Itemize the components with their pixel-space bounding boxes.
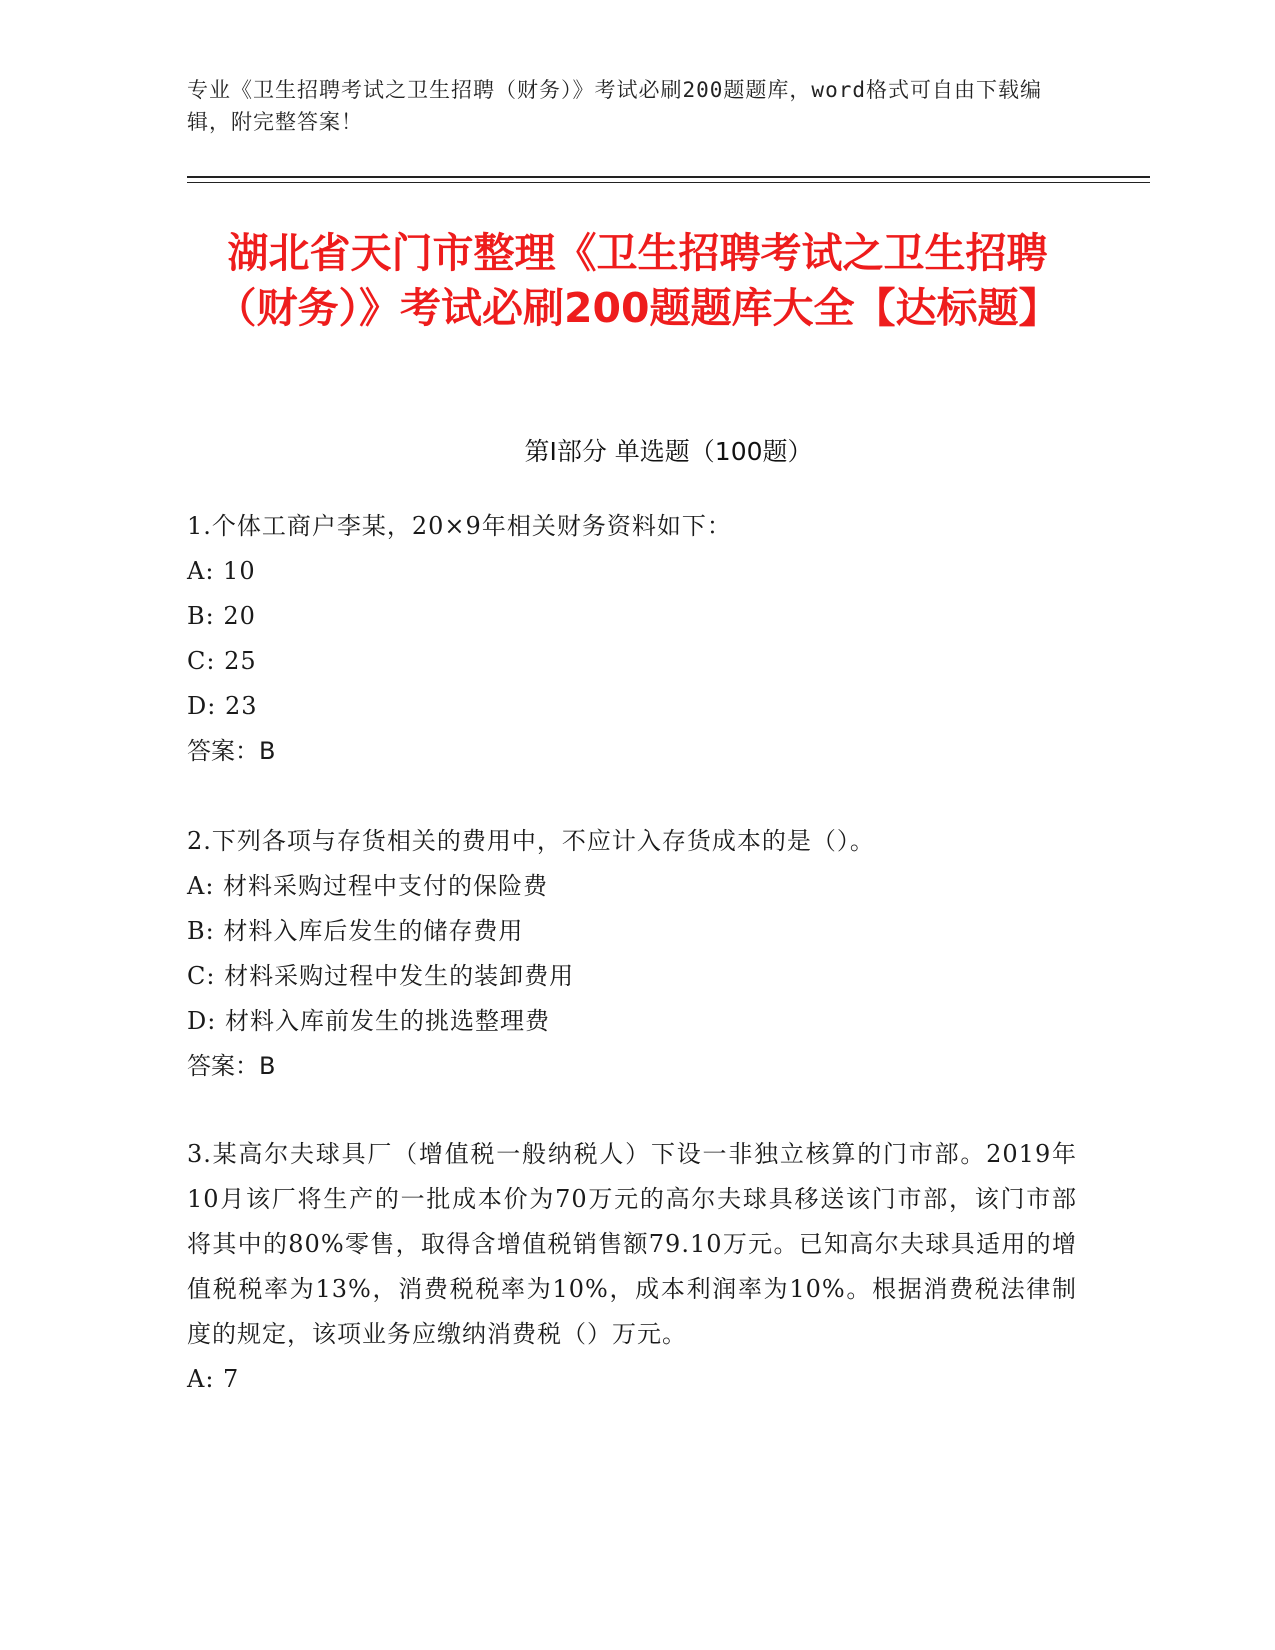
option-d: D: 材料入库前发生的挑选整理费 [187, 1007, 550, 1035]
option-c: C: 材料采购过程中发生的装卸费用 [187, 962, 575, 990]
question-stem: 3.某高尔夫球具厂（增值税一般纳税人）下设一非独立核算的门市部。2019年10月该厂将生产的一批成本价为70万元的高尔夫球具移送该门市部，该门市部将其中的80%零售，取得含增值税销售额79.10万元。已知高尔夫球具适用的增值税税率为13%，消费税税率为10%，成本利润率为10%。根据消费税法律制度的规定，该项业务应缴纳消费税（）万元。 [187, 1140, 1077, 1348]
header-rule-thick [187, 176, 1150, 178]
option-d: D: 23 [187, 692, 258, 720]
question-stem: 2.下列各项与存货相关的费用中，不应计入存货成本的是（）。 [187, 827, 875, 855]
option-a: A: 材料采购过程中支付的保险费 [187, 872, 549, 900]
option-b: B: 20 [187, 602, 256, 630]
answer: 答案：B [187, 737, 276, 765]
question-3 [187, 1132, 1087, 1402]
question-1 [187, 504, 1087, 774]
header-rule-thin [187, 182, 1150, 183]
option-a: A: 10 [187, 557, 256, 585]
question-2 [187, 819, 1087, 1089]
option-a: A: 7 [187, 1365, 240, 1393]
answer: 答案：B [187, 1052, 276, 1080]
document-title: 湖北省天门市整理《卫生招聘考试之卫生招聘（财务）》考试必刷200题题库大全【达标题】 [215, 229, 1060, 332]
header-note: 专业《卫生招聘考试之卫生招聘（财务）》考试必刷200题题库，word格式可自由下载编辑，附完整答案！ [187, 78, 1042, 134]
option-c: C: 25 [187, 647, 257, 675]
question-stem: 1.个体工商户李某，20×9年相关财务资料如下： [187, 512, 732, 540]
section-heading: 第Ⅰ部分 单选题（100题） [524, 437, 813, 466]
option-b: B: 材料入库后发生的储存费用 [187, 917, 524, 945]
